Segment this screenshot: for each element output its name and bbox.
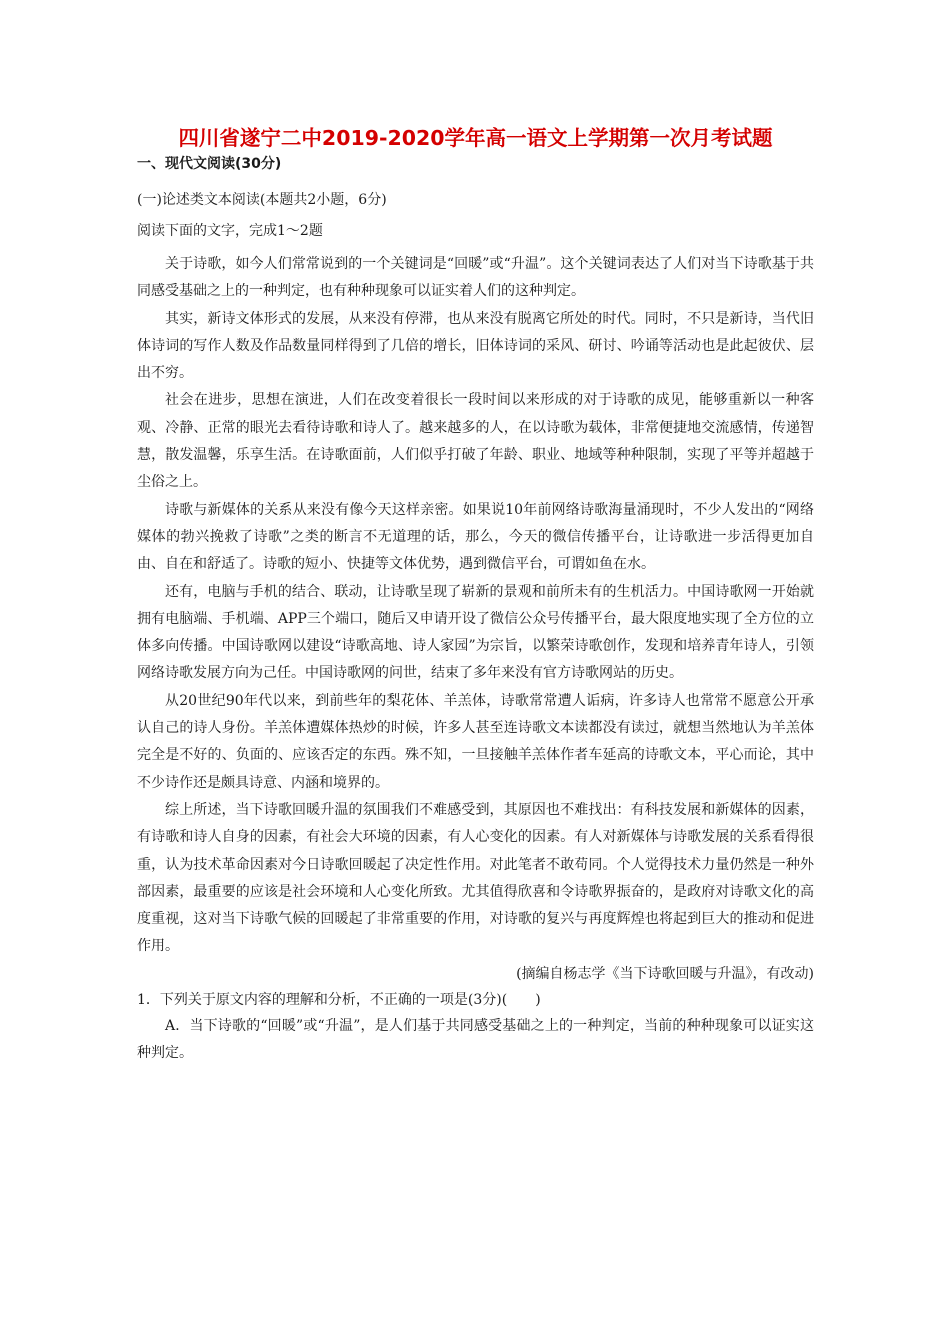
passage-source: (摘编自杨志学《当下诗歌回暖与升温》，有改动) — [516, 965, 814, 982]
sub-heading: (一)论述类文本阅读(本题共2小题，6分) — [137, 192, 387, 208]
question-1: 1．下列关于原文内容的理解和分析，不正确的一项是(3分)( ) — [137, 991, 541, 1008]
document-title: 四川省遂宁二中2019-2020学年高一语文上学期第一次月考试题 — [178, 126, 773, 150]
passage-paragraph: 综上所述，当下诗歌回暖升温的氛围我们不难感受到，其原因也不难找出：有科技发展和新媒体的因素，有诗歌和诗人自身的因素，有社会大环境的因素，有人心变化的因素。有人对新媒体与诗歌发展的关系看得很重，认为技术革命因素对今日诗歌回暖起了决定性作用。对此笔者不敢苟同。个人觉得技术力量仍然是一种外部因素，最重要的应该是社会环境和人心变化所致。尤其值得欣喜和令诗歌界振奋的，是政府对诗歌文化的高度重视，这对当下诗歌气候的回暖起了非常重要的作用，对诗歌的复兴与再度辉煌也将起到巨大的推动和促进作用。 — [137, 801, 814, 955]
exam-page — [137, 124, 814, 1067]
passage-paragraph: 其实，新诗文体形式的发展，从来没有停滞，也从来没有脱离它所处的时代。同时，不只是新诗，当代旧体诗词的写作人数及作品数量同样得到了几倍的增长，旧体诗词的采风、研讨、吟诵等活动也是此起彼伏、层出不穷。 — [137, 310, 814, 382]
passage-paragraph: 关于诗歌，如今人们常常说到的一个关键词是“回暖”或“升温”。这个关键词表达了人们对当下诗歌基于共同感受基础之上的一种判定，也有种种现象可以证实着人们的这种判定。 — [137, 256, 814, 300]
passage-paragraph: 社会在进步，思想在演进，人们在改变着很长一段时间以来形成的对于诗歌的成见，能够重新以一种客观、冷静、正常的眼光去看待诗歌和诗人了。越来越多的人，在以诗歌为载体，非常便捷地交流感情，传递智慧，散发温馨，乐享生活。在诗歌面前，人们似乎打破了年龄、职业、地域等种种限制，实现了平等并超越于尘俗之上。 — [137, 392, 814, 491]
reading-instruction: 阅读下面的文字，完成1～2题 — [137, 223, 323, 239]
reading-passage — [137, 251, 814, 961]
section-heading: 一、现代文阅读(30分) — [137, 156, 282, 172]
passage-paragraph: 还有，电脑与手机的结合、联动，让诗歌呈现了崭新的景观和前所未有的生机活力。中国诗歌网一开始就拥有电脑端、手机端、APP三个端口，随后又申请开设了微信公众号传播平台，最大限度地实现了全方位的立体多向传播。中国诗歌网以建设“诗歌高地、诗人家园”为宗旨，以繁荣诗歌创作，发现和培养青年诗人，引领网络诗歌发展方向为己任。中国诗歌网的问世，结束了多年来没有官方诗歌网站的历史。 — [137, 583, 814, 682]
passage-paragraph: 诗歌与新媒体的关系从来没有像今天这样亲密。如果说10年前网络诗歌海量涌现时，不少人发出的“网络媒体的勃兴挽救了诗歌”之类的断言不无道理的话，那么，今天的微信传播平台，让诗歌进一步活得更加自由、自在和舒适了。诗歌的短小、快捷等文体优势，遇到微信平台，可谓如鱼在水。 — [137, 501, 814, 573]
passage-paragraph: 从20世纪90年代以来，到前些年的梨花体、羊羔体，诗歌常常遭人诟病，许多诗人也常常不愿意公开承认自己的诗人身份。羊羔体遭媒体热炒的时候，许多人甚至连诗歌文本读都没有读过，就想当然地认为羊羔体完全是不好的、负面的、应该否定的东西。殊不知，一旦接触羊羔体作者车延高的诗歌文本，平心而论，其中不少诗作还是颇具诗意、内涵和境界的。 — [137, 692, 814, 791]
question-1-option-a: A．当下诗歌的“回暖”或“升温”，是人们基于共同感受基础之上的一种判定，当前的种种现象可以证实这种判定。 — [137, 1017, 814, 1062]
